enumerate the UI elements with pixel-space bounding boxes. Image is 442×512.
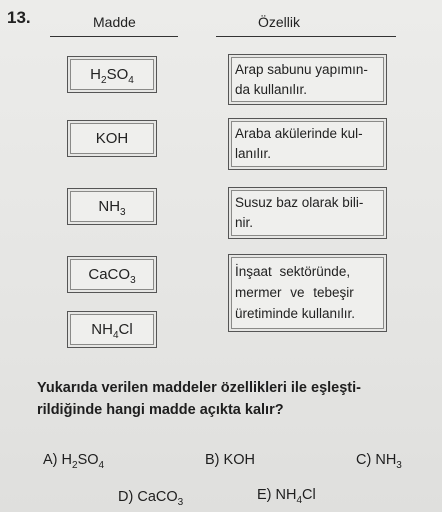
option-c[interactable]: C) $NH_3$ <box>356 452 402 471</box>
property-box-insaat[interactable] <box>228 254 387 332</box>
question-number: 13. <box>7 8 31 27</box>
property-line: Susuz baz olarak bili- <box>235 195 364 210</box>
property-line: da kullanılır. <box>235 82 308 97</box>
property-line: nir. <box>235 215 254 230</box>
option-d[interactable]: D) CaCO$_3$ <box>118 489 184 508</box>
substance-box-h2so4[interactable] <box>67 56 157 93</box>
header-underline-madde <box>50 36 178 37</box>
header-madde: Madde <box>93 14 136 30</box>
property-line: Arap sabunu yapımın- <box>235 62 368 77</box>
question-line: rildiğinde hangi madde açıkta kalır? <box>37 402 284 418</box>
header-underline-ozellik <box>216 36 396 37</box>
substance-formula: $NH_4Cl$ <box>91 321 133 341</box>
property-box-arap-sabunu[interactable] <box>228 54 387 105</box>
property-line: Araba akülerinde kul- <box>235 126 363 141</box>
property-box-susuz-baz[interactable] <box>228 187 387 239</box>
option-b[interactable]: B) KOH <box>205 452 255 468</box>
property-box-araba-akuleri[interactable] <box>228 118 387 170</box>
substance-formula: $NH_3$ <box>98 198 126 218</box>
property-line: lanılır. <box>235 146 272 161</box>
option-a[interactable]: A) $H_2SO_4$ <box>43 452 105 471</box>
question-text <box>37 377 432 421</box>
property-line: üretiminde kullanılır. <box>235 306 356 321</box>
property-line: mermer ve tebeşir <box>235 285 354 300</box>
question-line: Yukarıda verilen maddeler özellikleri ile eşleşti- <box>37 380 361 396</box>
property-line: İnşaat sektöründe, <box>235 264 351 279</box>
substance-formula: KOH <box>95 130 129 147</box>
substance-box-nh3[interactable] <box>67 188 157 225</box>
substance-box-koh[interactable] <box>67 120 157 157</box>
option-e[interactable]: E) $NH_4Cl$ <box>257 487 316 506</box>
substance-box-nh4cl[interactable] <box>67 311 157 348</box>
header-ozellik: Özellik <box>258 14 301 30</box>
substance-formula: CaCO$_3$ <box>88 266 136 286</box>
substance-box-caco3[interactable] <box>67 256 157 293</box>
substance-formula: $H_2SO_4$ <box>90 66 134 86</box>
